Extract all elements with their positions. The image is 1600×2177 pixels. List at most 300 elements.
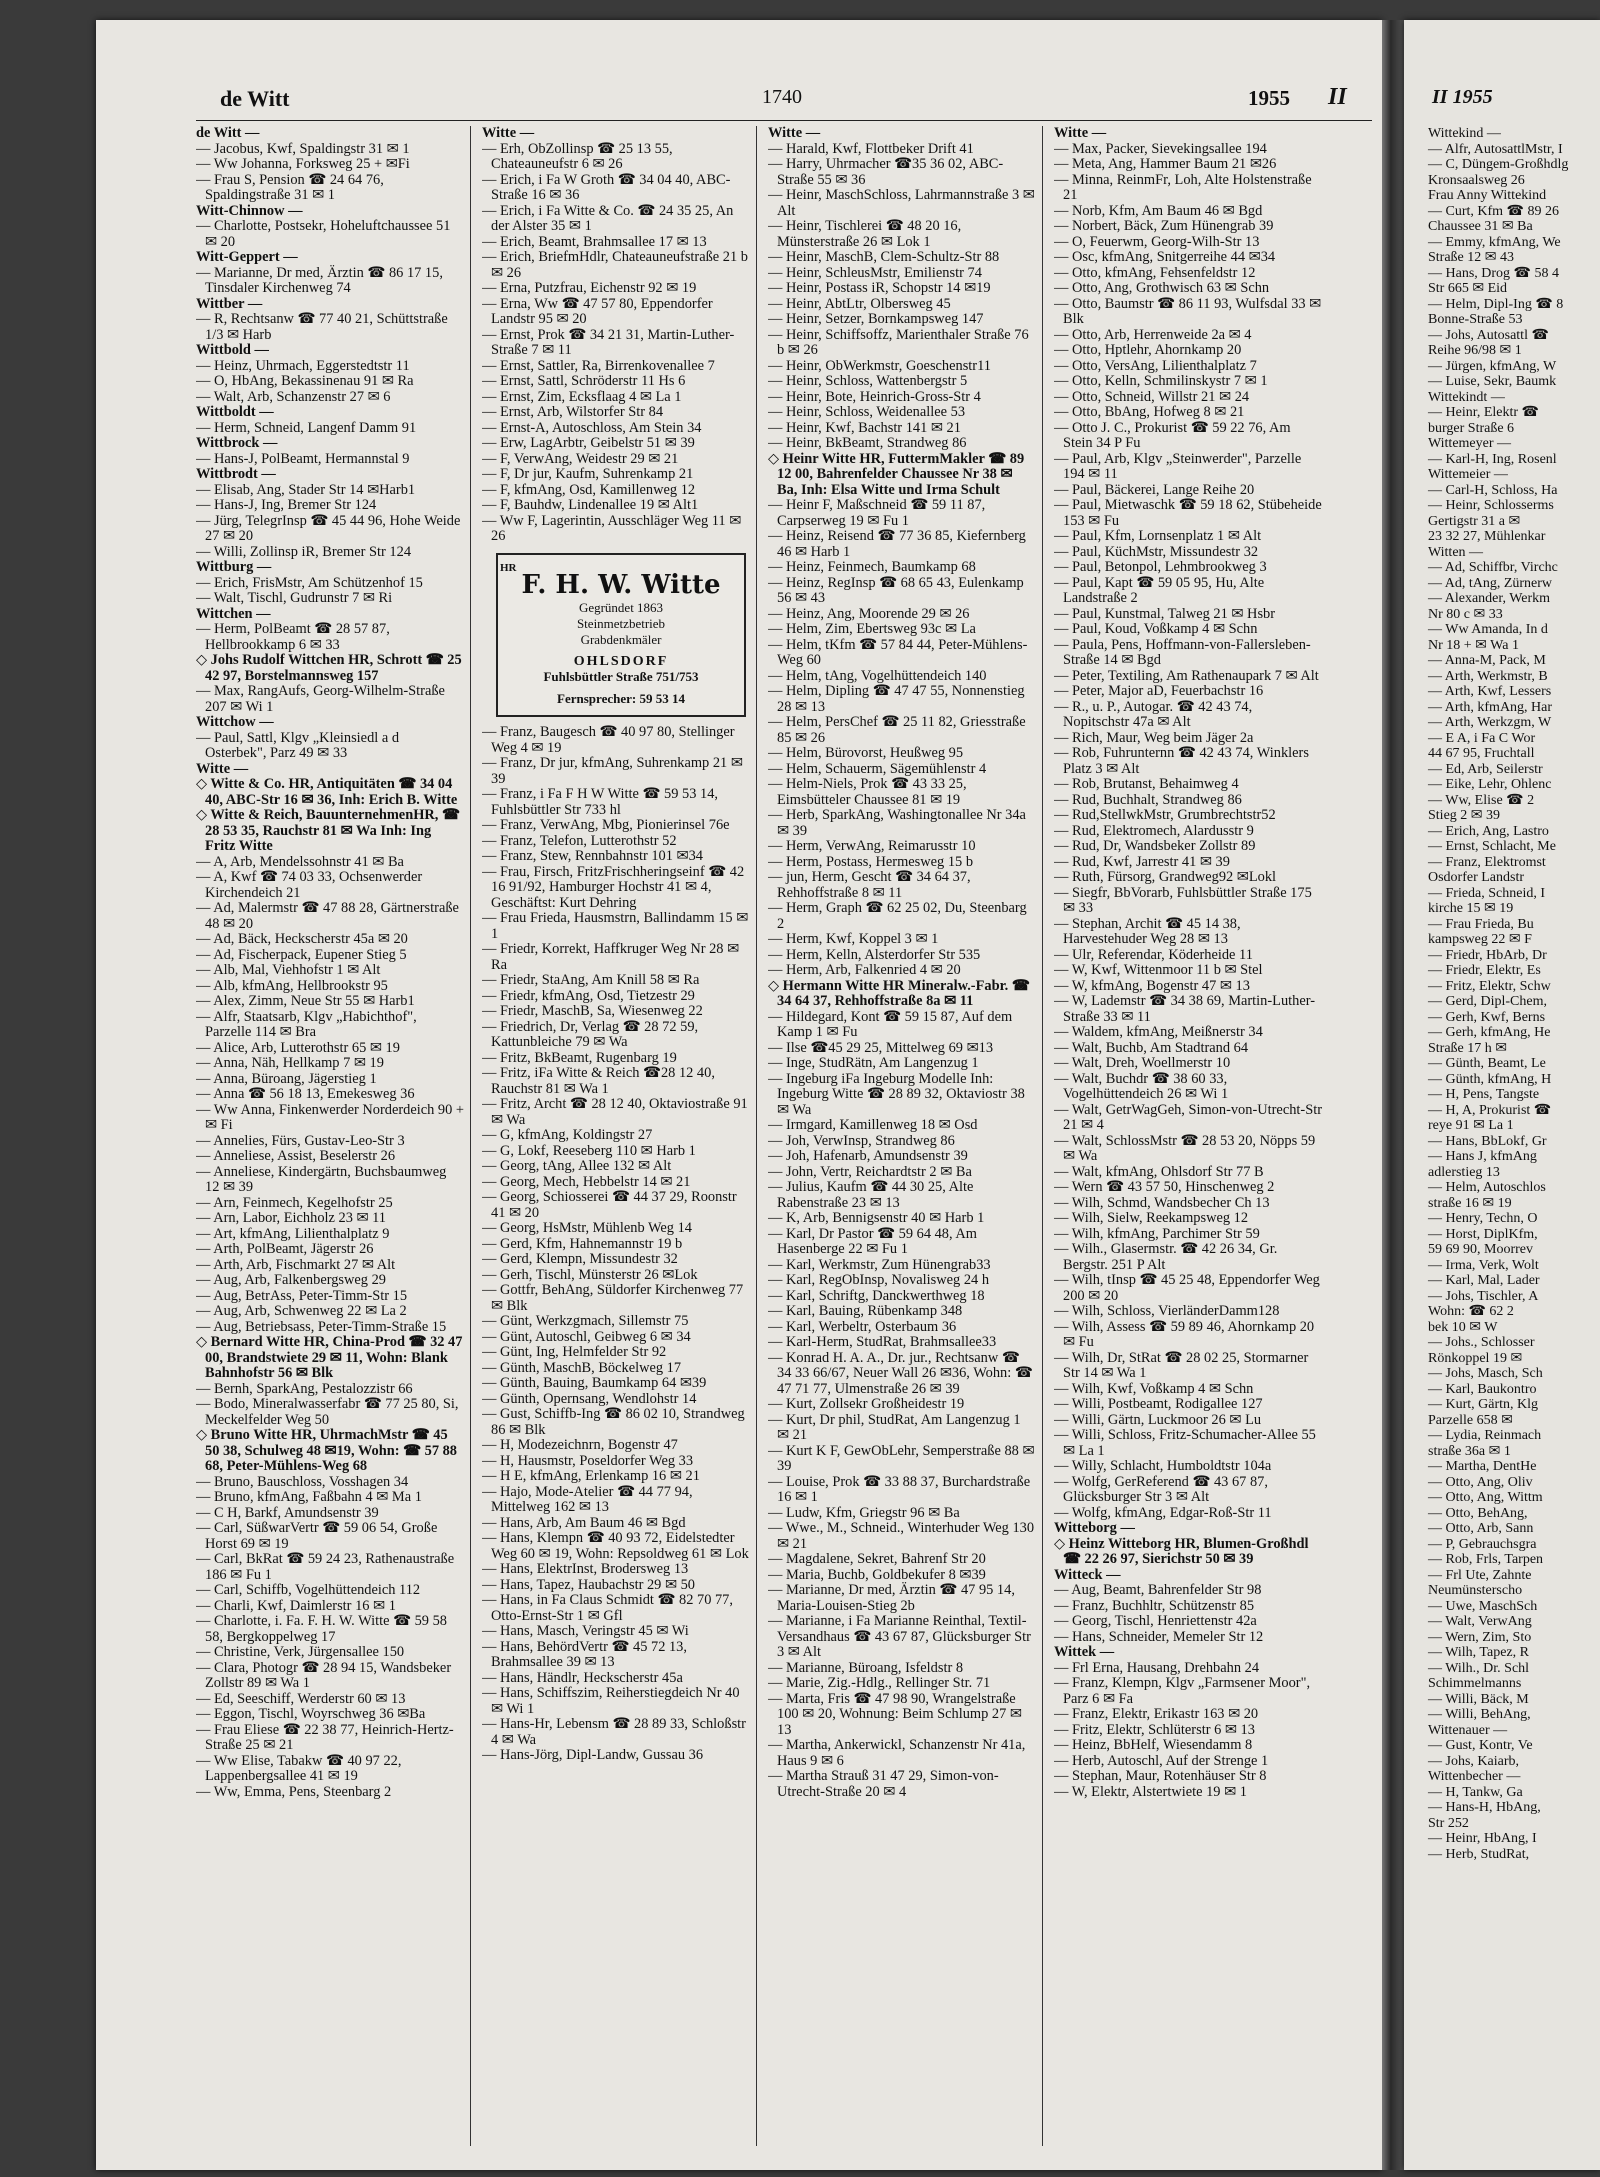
directory-entry: — Annelies, Fürs, Gustav-Leo-Str 3	[196, 1132, 405, 1149]
directory-entry: — W, Kwf, Wittenmoor 11 b ✉ Stel	[1054, 962, 1263, 978]
directory-entry: — Walt, Buchdr ☎ 38 60 33, Vogelhüttendeich 26 ✉ Wi 1	[1054, 1070, 1229, 1102]
next-page-entry: 59 69 90, Moorrev	[1428, 1242, 1533, 1257]
directory-entry: — Erich, FrisMstr, Am Schützenhof 15	[196, 574, 423, 591]
directory-entry: — Heinr, Kwf, Bachstr 141 ✉ 21	[768, 419, 961, 436]
directory-entry: — Norbert, Bäck, Zum Hünengrab 39	[1054, 218, 1274, 234]
directory-entry: — Karl, Werkmstr, Zum Hünengrab33	[768, 1256, 991, 1273]
directory-entry: — Ingeburg iFa Ingeburg Modelle Inh: Ingeburg Witte ☎ 28 89 32, Oktaviostr 38 ✉ Wa	[768, 1070, 1025, 1118]
directory-entry: — Frau Eliese ☎ 22 38 77, Heinrich-Hertz-Straße 25 ✉ 21	[196, 1721, 454, 1753]
directory-entry: — Irmgard, Kamillenweg 18 ✉ Osd	[768, 1117, 978, 1133]
directory-entry: — Alex, Zimm, Neue Str 55 ✉ Harb1	[196, 993, 415, 1009]
directory-entry: — Hildegard, Kont ☎ 59 15 87, Auf dem Kamp 1 ✉ Fu	[768, 1008, 1013, 1040]
next-page-entry: — Horst, DiplKfm,	[1428, 1226, 1538, 1242]
directory-entry: — Ad, Fischerpack, Eupener Stieg 5	[196, 946, 407, 963]
next-page-entry: — Gerh, Kwf, Berns	[1428, 1009, 1546, 1025]
directory-entry: ◇ Heinr Witte HR, FuttermMakler ☎ 89 12 00, Bahrenfelder Chaussee Nr 38 ✉ Ba, Inh: Elsa Witte und Irma Schult	[768, 450, 1025, 498]
book-spine	[1382, 20, 1404, 2170]
directory-entry: — C H, Barkf, Amundsenstr 39	[196, 1504, 379, 1521]
next-page-entry: — Helm, Autoschlos	[1428, 1180, 1546, 1195]
directory-entry: — Marianne, Dr med, Ärztin ☎ 86 17 15, Tinsdaler Kirchenweg 74	[196, 264, 443, 296]
directory-entry: — K, Arb, Bennigsenstr 40 ✉ Harb 1	[768, 1210, 985, 1226]
directory-entry: Witteborg —	[1054, 1520, 1135, 1536]
directory-entry: — Karl-Herm, StudRat, Brahmsallee33	[768, 1334, 997, 1350]
directory-entry: — Heinr, Setzer, Bornkampsweg 147	[768, 311, 984, 327]
directory-entry: — Gust, Schiffb-Ing ☎ 86 02 10, Strandweg 86 ✉ Blk	[482, 1406, 745, 1438]
directory-entry: — Rud, Elektromech, Alardusstr 9	[1054, 822, 1254, 839]
directory-entry: — F, Dr jur, Kaufm, Suhrenkamp 21	[482, 466, 694, 482]
next-page-header	[1432, 86, 1493, 109]
directory-entry: — R, Rechtsanw ☎ 77 40 21, Schüttstraße 1/3 ✉ Harb	[196, 311, 448, 343]
directory-entry: — F, Bauhdw, Lindenallee 19 ✉ Alt1	[482, 497, 699, 513]
directory-entry: — Ilse ☎45 29 25, Mittelweg 69 ✉13	[768, 1039, 994, 1056]
next-page-entry: — Heinr, Elektr ☎	[1428, 405, 1539, 420]
directory-entry: — Erna, Ww ☎ 47 57 80, Eppendorfer Landstr 95 ✉ 20	[482, 295, 713, 327]
next-page-entry: — E A, i Fa C Wor	[1428, 730, 1536, 746]
directory-entry: — W, Elektr, Alstertwiete 19 ✉ 1	[1054, 1783, 1247, 1800]
next-page-entry: Schimmelmanns	[1428, 1676, 1522, 1691]
next-page-entry: — Arth, Werkzgm, W	[1428, 715, 1552, 730]
next-page-entry: Str 252	[1428, 1815, 1469, 1831]
directory-entry: Wittek —	[1054, 1644, 1115, 1660]
directory-entry: — Paul, Kfm, Lornsenplatz 1 ✉ Alt	[1054, 528, 1262, 544]
directory-entry: — Herb, SparkAng, Washingtonallee Nr 34a ✉ 39	[768, 807, 1026, 839]
directory-entry: ◇ Witte & Co. HR, Antiquitäten ☎ 34 04 40, ABC-Str 16 ✉ 36, Inh: Erich B. Witte	[196, 776, 458, 808]
directory-entry: — Friedr, MaschB, Sa, Wiesenweg 22	[482, 1003, 703, 1019]
next-page-entry: — Arth, kfmAng, Har	[1428, 699, 1553, 715]
directory-entry: — Walt, GetrWagGeh, Simon-von-Utrecht-Str 21 ✉ 4	[1054, 1101, 1322, 1133]
directory-entry: — Karl, RegObInsp, Novalisweg 24 h	[768, 1272, 990, 1288]
directory-entry: — Anneliese, Kindergärtn, Buchsbaumweg 12 ✉ 39	[196, 1163, 447, 1195]
directory-entry: — Erich, i Fa W Groth ☎ 34 04 40, ABC-Straße 16 ✉ 36	[482, 171, 731, 203]
directory-entry: — Heinr, Bote, Heinrich-Gross-Str 4	[768, 388, 981, 405]
ad-line-1: Steinmetzbetrieb	[576, 615, 666, 631]
next-page-entry: — Gerd, Dipl-Chem,	[1428, 994, 1547, 1009]
directory-entry: — Erw, LagArbtr, Geibelstr 51 ✉ 39	[482, 435, 695, 451]
directory-entry: — Heinz, RegInsp ☎ 68 65 43, Eulenkamp 56 ✉ 43	[768, 574, 1024, 606]
directory-entry: — Otto, VersAng, Lilienthalplatz 7	[1054, 357, 1257, 374]
directory-entry: — Walt, Buchb, Am Stadtrand 64	[1054, 1039, 1249, 1056]
directory-entry: — Stephan, Maur, Rotenhäuser Str 8	[1054, 1768, 1267, 1784]
next-page-entry: kampsweg 22 ✉ F	[1428, 932, 1532, 947]
directory-entry: — Heinz, BbHelf, Wiesendamm 8	[1054, 1737, 1253, 1753]
directory-entry: — Charlotte, i. Fa. F. H. W. Witte ☎ 59 58 58, Bergkoppelweg 17	[196, 1613, 447, 1645]
directory-entry: — Arn, Labor, Eichholz 23 ✉ 11	[196, 1210, 386, 1226]
directory-entry: Witte —	[196, 760, 249, 777]
ad-phone: Fernsprecher: 59 53 14	[557, 691, 685, 706]
directory-entry: — Fritz, BkBeamt, Rugenbarg 19	[482, 1049, 677, 1066]
directory-entry: — Elisab, Ang, Stader Str 14 ✉Harb1	[196, 481, 416, 498]
directory-entry: — Art, kfmAng, Lilienthalplatz 9	[196, 1225, 390, 1242]
next-page-entry: Frau Anny Wittekind	[1428, 188, 1547, 203]
next-page-entry: — Anna-M, Pack, M	[1428, 653, 1546, 668]
directory-entry: — F, VerwAng, Weidestr 29 ✉ 21	[482, 450, 679, 467]
directory-entry: — Franz, Stew, Rennbahnstr 101 ✉34	[482, 848, 703, 864]
directory-entry: — O, HbAng, Bekassinenau 91 ✉ Ra	[196, 373, 414, 389]
directory-entry: — Magdalene, Sekret, Bahrenf Str 20	[768, 1551, 986, 1567]
directory-entry: — Otto, Baumstr ☎ 86 11 93, Wulfsdal 33 ✉ Blk	[1054, 295, 1322, 327]
next-page-entry: — Otto, BehAng,	[1428, 1505, 1528, 1521]
next-page-entry: — Fritz, Elektr, Schw	[1428, 978, 1551, 994]
directory-entry: — Heinz, Ang, Moorende 29 ✉ 26	[768, 605, 970, 622]
directory-entry: — Ww, Emma, Pens, Steenbarg 2	[196, 1783, 392, 1800]
directory-entry: — Marianne, Dr med, Ärztin ☎ 47 95 14, Maria-Louisen-Stieg 2b	[768, 1582, 1015, 1614]
next-page-entry: — Carl-H, Schloss, Ha	[1428, 482, 1558, 498]
directory-entry: — Rich, Maur, Weg beim Jäger 2a	[1054, 729, 1254, 746]
next-page-entry: — Gust, Kontr, Ve	[1428, 1738, 1533, 1753]
directory-entry: — Hans, in Fa Claus Schmidt ☎ 82 70 77, Otto-Ernst-Str 1 ✉ Gfl	[482, 1592, 733, 1624]
next-page-entry: Nr 80 c ✉ 33	[1428, 606, 1503, 622]
directory-entry: — Georg, Schiosserei ☎ 44 37 29, Roonstr 41 ✉ 20	[482, 1189, 737, 1221]
directory-entry: ◇ Witte & Reich, BauunternehmenHR, ☎ 28 53 35, Rauchstr 81 ✉ Wa Inh: Ing Fritz Witte	[196, 807, 460, 854]
directory-entry: — Georg, tAng, Allee 132 ✉ Alt	[482, 1158, 672, 1174]
directory-entry: — Günth, MaschB, Böckelweg 17	[482, 1359, 682, 1376]
directory-entry: Wittboldt —	[196, 404, 274, 420]
next-page-entry: Straße 17 h ✉	[1428, 1040, 1507, 1056]
next-page-entry: — Wilh., Dr. Schl	[1428, 1660, 1530, 1676]
directory-entry: ◇ Johs Rudolf Wittchen HR, Schrott ☎ 25 42 97, Borstelmannsweg 157	[196, 652, 462, 684]
directory-entry: — Alb, kfmAng, Hellbrookstr 95	[196, 977, 388, 994]
directory-entry: — Otto, Arb, Herrenweide 2a ✉ 4	[1054, 326, 1252, 343]
header-rule	[196, 120, 1372, 121]
directory-entry: — Anna, Büroang, Jägerstieg 1	[196, 1070, 377, 1087]
next-page-entry: — Luise, Sekr, Baumk	[1428, 374, 1557, 389]
directory-entry: Wittchow —	[196, 714, 274, 730]
next-page-column	[1428, 126, 1600, 1862]
directory-entry: — Paul, Mietwaschk ☎ 59 18 62, Stübeheide 153 ✉ Fu	[1054, 497, 1322, 529]
directory-entry: — Herm, Kwf, Koppel 3 ✉ 1	[768, 931, 939, 947]
directory-entry: — Heinr, MaschB, Clem-Schultz-Str 88	[768, 249, 1000, 265]
directory-entry: — Heinr, ObWerkmstr, Goeschenstr11	[768, 357, 991, 374]
directory-entry: — A, Kwf ☎ 74 03 33, Ochsenwerder Kirchendeich 21	[196, 869, 423, 901]
next-page-entry: — Helm, Dipl-Ing ☎ 8	[1428, 296, 1564, 312]
directory-entry: — Louise, Prok ☎ 33 88 37, Burchardstraße 16 ✉ 1	[768, 1473, 1031, 1505]
directory-entry: — Paul, Kapt ☎ 59 05 95, Hu, Alte Landstraße 2	[1054, 574, 1265, 606]
directory-entry: — Heinr, BkBeamt, Strandweg 86	[768, 435, 967, 451]
directory-entry: — Rud, Kwf, Jarrestr 41 ✉ 39	[1054, 853, 1230, 870]
next-page-entry: Neumünsterscho	[1428, 1583, 1523, 1598]
next-page-entry: — Herb, StudRat,	[1428, 1846, 1530, 1862]
directory-column-4	[1054, 126, 1322, 2146]
directory-entry: — W, kfmAng, Bogenstr 47 ✉ 13	[1054, 977, 1250, 994]
directory-entry: — Franz, Buchhltr, Schützenstr 85	[1054, 1597, 1255, 1614]
directory-entry: — Rud, Buchhalt, Strandweg 86	[1054, 791, 1242, 808]
directory-entry: — Helm, Schauerm, Sägemühlenstr 4	[768, 760, 987, 777]
page-header	[96, 72, 1382, 112]
directory-entry: — Georg, Tischl, Henriettenstr 42a	[1054, 1613, 1257, 1629]
directory-entry: — Heinz, Uhrmach, Eggerstedtstr 11	[196, 357, 410, 374]
next-page-entry: Kronsaalsweg 26	[1428, 172, 1525, 188]
directory-entry: — Fritz, iFa Witte & Reich ☎28 12 40, Rauchstr 81 ✉ Wa 1	[482, 1065, 715, 1097]
directory-entry: Wittbrodt —	[196, 466, 276, 482]
next-page-entry: 44 67 95, Fruchtall	[1428, 746, 1535, 761]
directory-entry: — Paula, Pens, Hoffmann-von-Fallersleben-Straße 14 ✉ Bgd	[1054, 636, 1311, 668]
directory-entry: — Konrad H. A. A., Dr. jur., Rechtsanw ☎ 34 33 66/67, Neuer Wall 26 ✉36, Wohn: ☎ 47 71 77, Ulmenstraße 26 ✉ 39	[768, 1349, 1033, 1397]
directory-entry: — H E, kfmAng, Erlenkamp 16 ✉ 21	[482, 1468, 700, 1484]
next-page-entry: — Henry, Techn, O	[1428, 1211, 1538, 1226]
directory-entry: de Witt —	[196, 126, 260, 141]
directory-entry: — Ww Anna, Finkenwerder Norderdeich 90 + ✉ Fi	[196, 1101, 464, 1133]
directory-entry: — Rob, Brutanst, Behaimweg 4	[1054, 776, 1239, 792]
directory-entry: — Karl, Bauing, Rübenkamp 348	[768, 1303, 963, 1319]
directory-entry: ◇ Heinz Witteborg HR, Blumen-Großhdl ☎ 22 26 97, Sierichstr 50 ✉ 39	[1054, 1535, 1309, 1567]
next-page-entry: — Franz, Elektromst	[1428, 854, 1546, 870]
directory-entry: — Heinr F, Maßschneid ☎ 59 11 87, Carpserweg 19 ✉ Fu 1	[768, 497, 986, 529]
directory-entry: — Arth, Arb, Fischmarkt 27 ✉ Alt	[196, 1256, 396, 1273]
next-page-entry: — Frl Ute, Zahnte	[1428, 1567, 1532, 1583]
directory-entry: — Frau, Firsch, FritzFrischheringseinf ☎ 42 16 91/92, Hamburger Hochstr 41 ✉ 4, Geschäftst: Kurt Dehring	[482, 863, 745, 911]
next-page-entry: — Uwe, MaschSch	[1428, 1598, 1538, 1614]
directory-entry: — Wilh, Kwf, Voßkamp 4 ✉ Schn	[1054, 1380, 1254, 1397]
directory-entry: — Ludw, Kfm, Griegstr 96 ✉ Ba	[768, 1504, 960, 1521]
directory-entry: — Ernst-A, Autoschloss, Am Stein 34	[482, 419, 702, 436]
directory-entry: — Ad, Bäck, Heckscherstr 45a ✉ 20	[196, 931, 408, 947]
next-page-entry: kirche 15 ✉ 19	[1428, 901, 1514, 916]
directory-entry: — Aug, Betriebsass, Peter-Timm-Straße 15	[196, 1318, 447, 1335]
directory-entry: Wittbold —	[196, 342, 269, 358]
directory-entry: — Karl, Schriftg, Danckwerthweg 18	[768, 1287, 985, 1304]
directory-entry: — Franz, i Fa F H W Witte ☎ 59 53 14, Fuhlsbüttler Str 733 hl	[482, 786, 718, 818]
directory-entry: — Charli, Kwf, Daimlerstr 16 ✉ 1	[196, 1597, 396, 1614]
directory-entry: — Walt, kfmAng, Ohlsdorf Str 77 B	[1054, 1163, 1264, 1180]
next-page-entry: — Hans, BbLokf, Gr	[1428, 1133, 1547, 1149]
column-divider	[470, 126, 471, 2146]
next-page-entry: Wittenauer —	[1428, 1722, 1508, 1738]
directory-entry: — Helm, tKfm ☎ 57 84 44, Peter-Mühlens-Weg 60	[768, 636, 1028, 668]
directory-entry: — Otto, BbAng, Hofweg 8 ✉ 21	[1054, 404, 1245, 420]
next-page-entry: — Ww, Elise ☎ 2	[1428, 792, 1535, 808]
directory-entry: — Gerd, Kfm, Hahnemannstr 19 b	[482, 1235, 683, 1252]
directory-entry: — Alb, Mal, Viehhofstr 1 ✉ Alt	[196, 962, 381, 978]
directory-entry: — Karl, Dr Pastor ☎ 59 64 48, Am Hasenberge 22 ✉ Fu 1	[768, 1225, 977, 1257]
next-page-entry: — Friedr, HbArb, Dr	[1428, 947, 1547, 963]
next-page-entry: — C, Düngem-Großhdlg	[1428, 157, 1569, 172]
next-page-entry: — Rob, Frls, Tarpen	[1428, 1552, 1544, 1567]
next-page-entry: — Emmy, kfmAng, We	[1428, 234, 1561, 250]
directory-entry: — Herm, Kelln, Alsterdorfer Str 535	[768, 946, 981, 963]
directory-entry: — Wwe., M., Schneid., Winterhuder Weg 130 ✉ 21	[768, 1520, 1035, 1552]
ad-founded: Gegründet 1863	[578, 599, 664, 615]
next-page-entry: Wittemeier —	[1428, 467, 1508, 482]
directory-entry: — Günt, Werkzgmach, Sillemstr 75	[482, 1313, 689, 1329]
next-page-entry: Rönkoppel 19 ✉	[1428, 1350, 1523, 1366]
next-page-entry: — Hans J, kfmAng	[1428, 1149, 1537, 1164]
directory-entry: — Marie, Zig.-Hdlg., Rellinger Str. 71	[768, 1675, 991, 1691]
directory-entry: — Julius, Kaufm ☎ 44 30 25, Alte Rabenstraße 23 ✉ 13	[768, 1179, 974, 1211]
directory-entry: — Heinr, Schiffsoffz, Marienthaler Straße 76 b ✉ 26	[768, 326, 1029, 358]
directory-entry: — Heinr, Schloss, Wattenbergstr 5	[768, 373, 968, 389]
directory-entry: — Marianne, i Fa Marianne Reinthal, Textil-Versandhaus ☎ 43 67 87, Glücksburger Str 3 ✉ Alt	[768, 1613, 1031, 1660]
next-page-entry: Str 665 ✉ Eid	[1428, 281, 1508, 296]
next-page-sheet: II	[1432, 86, 1448, 108]
directory-entry: — Heinr, Tischlerei ☎ 48 20 16, Münsterstraße 26 ✉ Lok 1	[768, 218, 962, 250]
directory-entry: — Stephan, Archit ☎ 45 14 38, Harvestehuder Weg 28 ✉ 13	[1054, 915, 1241, 947]
next-page-entry: Wittenbecher —	[1428, 1769, 1521, 1784]
directory-entry: — Günth, Bauing, Baumkamp 64 ✉39	[482, 1375, 707, 1391]
next-page-entry: — Eike, Lehr, Ohlenc	[1428, 777, 1552, 792]
directory-entry: — Alfr, Staatsarb, Klgv „Habichthof", Parzelle 114 ✉ Bra	[196, 1008, 417, 1040]
directory-entry: — Walt, Dreh, Woellmerstr 10	[1054, 1055, 1231, 1071]
next-page-entry: Reihe 96/98 ✉ 1	[1428, 343, 1522, 358]
directory-entry: — Hans, Schneider, Memeler Str 12	[1054, 1628, 1264, 1645]
ad-company-name: F. H. W. Witte	[521, 570, 721, 600]
next-page-entry: — Otto, Ang, Oliv	[1428, 1474, 1533, 1490]
directory-entry: — Herm, VerwAng, Reimarusstr 10	[768, 838, 976, 854]
next-page-entry: — Arth, Kwf, Lessers	[1428, 684, 1552, 699]
ad-line-2: Grabdenkmäler	[580, 631, 662, 647]
directory-entry: — Franz, VerwAng, Mbg, Pionierinsel 76e	[482, 817, 730, 833]
next-page-entry: Straße 12 ✉ 43	[1428, 250, 1514, 265]
directory-entry: — Rud,StellwkMstr, Grumbrechtstr52	[1054, 807, 1276, 823]
directory-entry: — Kurt, Dr phil, StudRat, Am Langenzug 1 ✉ 21	[768, 1411, 1021, 1443]
directory-entry: — Heinz, Feinmech, Baumkamp 68	[768, 559, 976, 575]
directory-entry: — Heinr, AbtLtr, Olbersweg 45	[768, 295, 951, 312]
next-page-entry: — Willi, BehAng,	[1428, 1707, 1531, 1722]
next-page-entry: — Frau Frieda, Bu	[1428, 916, 1534, 932]
directory-entry: — Marianne, Büroang, Isfeldstr 8	[768, 1659, 964, 1676]
directory-entry: — Bruno, Bauschloss, Vosshagen 34	[196, 1473, 409, 1490]
directory-entry: — Carl, SüßwarVertr ☎ 59 06 54, Große Horst 69 ✉ 19	[196, 1520, 438, 1552]
directory-entry: — H, Modezeichnrn, Bogenstr 47	[482, 1437, 678, 1453]
directory-entry: Wittbrock —	[196, 435, 278, 451]
next-page-entry: Witten —	[1428, 544, 1484, 560]
directory-entry: — Fritz, Elektr, Schlüterstr 6 ✉ 13	[1054, 1721, 1255, 1738]
directory-entry: — Helm, Bürovorst, Heußweg 95	[768, 745, 964, 761]
directory-entry: — jun, Herm, Gescht ☎ 34 64 37, Rehhoffstraße 8 ✉ 11	[768, 869, 971, 901]
next-page-entry: bek 10 ✉ W	[1428, 1319, 1498, 1335]
directory-entry: — Ruth, Fürsorg, Grandweg92 ✉Lokl	[1054, 869, 1277, 885]
next-page-entry: Stieg 2 ✉ 39	[1428, 808, 1501, 823]
directory-entry: — Anna ☎ 56 18 13, Emekesweg 36	[196, 1086, 415, 1102]
directory-entry: — Helm-Niels, Prok ☎ 43 33 25, Eimsbütteler Chaussee 81 ✉ 19	[768, 776, 967, 808]
directory-entry: — Herm, Schneid, Langenf Damm 91	[196, 419, 417, 436]
next-page-entry: — Erich, Ang, Lastro	[1428, 823, 1549, 839]
next-page-entry: — Ad, tAng, Zürnerw	[1428, 575, 1553, 591]
directory-entry: — Franz, Elektr, Erikastr 163 ✉ 20	[1054, 1706, 1259, 1722]
next-page-entry: — Ad, Schiffbr, Virchc	[1428, 560, 1558, 575]
directory-entry: — Georg, HsMstr, Mühlenb Weg 14	[482, 1220, 692, 1236]
next-page-entry: — Ed, Arb, Seilerstr	[1428, 761, 1543, 777]
directory-entry: — Willi, Gärtn, Luckmoor 26 ✉ Lu	[1054, 1411, 1262, 1428]
next-page-entry: Nr 18 + ✉ Wa 1	[1428, 637, 1519, 653]
directory-entry: — Bernh, SparkAng, Pestalozzistr 66	[196, 1380, 413, 1397]
directory-entry: — Günth, Opernsang, Wendlohstr 14	[482, 1390, 697, 1407]
directory-entry: — Walt, Arb, Schanzenstr 27 ✉ 6	[196, 388, 391, 405]
directory-entry: — Wilh, tInsp ☎ 45 25 48, Eppendorfer Weg 200 ✉ 20	[1054, 1272, 1320, 1304]
year-label: 1955	[1248, 86, 1290, 110]
directory-entry: — R., u. P., Autogar. ☎ 42 43 74, Nopitschstr 47a ✉ Alt	[1054, 698, 1253, 730]
directory-entry: — Minna, ReinmFr, Loh, Alte Holstenstraße 21	[1054, 171, 1312, 203]
directory-entry: ◇ Bernard Witte HR, China-Prod ☎ 32 47 00, Brandstwiete 29 ✉ 11, Wohn: Blank Bahnhofstr 56 ✉ Blk	[196, 1334, 463, 1381]
directory-entry: — Heinr, SchleusMstr, Emilienstr 74	[768, 264, 982, 281]
directory-entry: — Hans, Arb, Am Baum 46 ✉ Bgd	[482, 1514, 686, 1531]
directory-column-2	[482, 126, 750, 2146]
next-page-entry: — Günth, Beamt, Le	[1428, 1056, 1546, 1071]
directory-entry: — Hans, Masch, Veringstr 45 ✉ Wi	[482, 1623, 689, 1639]
directory-entry: — Ww F, Lagerintin, Ausschläger Weg 11 ✉ 26	[482, 512, 742, 544]
directory-entry: — Erich, i Fa Witte & Co. ☎ 24 35 25, An der Alster 35 ✉ 1	[482, 202, 734, 234]
directory-entry: — Max, Packer, Sievekingsallee 194	[1054, 140, 1267, 157]
next-page-entry: — Heinr, HbAng, I	[1428, 1831, 1537, 1846]
directory-entry: Witt-Geppert —	[196, 249, 298, 265]
directory-entry: — Rud, Dr, Wandsbeker Zollstr 89	[1054, 838, 1256, 854]
directory-entry: — Wern ☎ 43 57 50, Hinschenweg 2	[1054, 1179, 1275, 1195]
next-page-entry: — H, A, Prokurist ☎	[1428, 1102, 1552, 1118]
directory-entry: — Aug, BetrAss, Peter-Timm-Str 15	[196, 1287, 408, 1304]
directory-entry: — Peter, Textiling, Am Rathenaupark 7 ✉ Alt	[1054, 667, 1319, 684]
directory-entry: — Rob, Fuhrunternn ☎ 42 43 74, Winklers Platz 3 ✉ Alt	[1054, 745, 1309, 777]
next-page-entry: Wohn: ☎ 62 2	[1428, 1304, 1514, 1319]
directory-entry: — F, kfmAng, Osd, Kamillenweg 12	[482, 481, 696, 498]
directory-entry: — Alice, Arb, Lutterothstr 65 ✉ 19	[196, 1039, 400, 1056]
directory-entry: — Kurt, Zollsekr Großheidestr 19	[768, 1396, 965, 1412]
directory-entry: — Paul, Sattl, Klgv „Kleinsiedl a d Osterbek", Parz 49 ✉ 33	[196, 729, 400, 761]
directory-entry: — Ernst, Zim, Ecksflaag 4 ✉ La 1	[482, 388, 682, 405]
directory-entry: — Arth, PolBeamt, Jägerstr 26	[196, 1241, 374, 1257]
directory-entry: — Erich, BriefmHdlr, Chateauneufstraße 21 b ✉ 26	[482, 249, 748, 281]
directory-entry: — Heinr, Postass iR, Schopstr 14 ✉19	[768, 280, 991, 296]
directory-entry: — Siegfr, BbVorarb, Fuhlsbüttler Straße 175 ✉ 33	[1054, 884, 1312, 916]
directory-entry: — Günt, Ing, Helmfelder Str 92	[482, 1344, 667, 1360]
directory-entry: — Franz, Klempn, Klgv „Farmsener Moor", Parz 6 ✉ Fa	[1054, 1675, 1311, 1707]
next-page-entry: — Arth, Werkmstr, B	[1428, 668, 1548, 684]
directory-entry: ◇ Hermann Witte HR Mineralw.-Fabr. ☎ 34 64 37, Rehhoffstraße 8a ✉ 11	[768, 977, 1030, 1009]
directory-entry: — Willi, Schloss, Fritz-Schumacher-Allee 55 ✉ La 1	[1054, 1427, 1316, 1459]
next-page-entry: — Alfr, AutosattlMstr, I	[1428, 141, 1563, 157]
directory-entry: — Willi, Zollinsp iR, Bremer Str 124	[196, 543, 412, 560]
directory-entry: Witt-Chinnow —	[196, 202, 303, 219]
directory-entry: — Maria, Buchb, Goldbekufer 8 ✉39	[768, 1566, 986, 1583]
next-page-entry: — Jürgen, kfmAng, W	[1428, 358, 1557, 374]
directory-entry: — Helm, PersChef ☎ 25 11 82, Griesstraße 85 ✉ 26	[768, 714, 1026, 746]
next-page-entry: — H, Tankw, Ga	[1428, 1784, 1523, 1800]
next-page-entry: — Johs., Schlosser	[1428, 1335, 1535, 1350]
directory-entry: — Harald, Kwf, Flottbeker Drift 41	[768, 140, 974, 157]
next-page-entry: Wittemeyer —	[1428, 436, 1512, 451]
directory-entry: Wittchen —	[196, 605, 271, 622]
directory-entry: — Gerh, Tischl, Münsterstr 26 ✉Lok	[482, 1266, 698, 1283]
next-page-entry: reye 91 ✉ La 1	[1428, 1118, 1514, 1133]
ad-place: OHLSDORF	[573, 653, 669, 669]
directory-entry: — Franz, Dr jur, kfmAng, Suhrenkamp 21 ✉ 39	[482, 755, 743, 787]
directory-entry: — Waldem, kfmAng, Meißnerstr 34	[1054, 1024, 1263, 1040]
next-page-entry: straße 36a ✉ 1	[1428, 1443, 1511, 1459]
directory-entry: — Karl, Werbeltr, Osterbaum 36	[768, 1318, 957, 1335]
directory-entry: — Jacobus, Kwf, Spaldingstr 31 ✉ 1	[196, 140, 410, 157]
directory-entry: — G, kfmAng, Koldingstr 27	[482, 1127, 653, 1143]
directory-entry: — Hans-Hr, Lebensm ☎ 28 89 33, Schloßstr 4 ✉ Wa	[482, 1716, 746, 1748]
next-page-entry: — Johs, Tischler, A	[1428, 1288, 1539, 1304]
next-page-entry: — Johs, Autosattl ☎	[1428, 327, 1549, 343]
directory-entry: — Gottfr, BehAng, Süldorfer Kirchenweg 77 ✉ Blk	[482, 1282, 744, 1314]
next-page-entry: — Günth, kfmAng, H	[1428, 1071, 1552, 1087]
next-page-entry: — Wilh, Tapez, R	[1428, 1645, 1529, 1660]
directory-entry: — Norb, Kfm, Am Baum 46 ✉ Bgd	[1054, 202, 1263, 219]
directory-entry: — Harry, Uhrmacher ☎35 36 02, ABC-Straße 55 ✉ 36	[768, 156, 1004, 188]
directory-entry: — Wilh, Schloss, VierländerDamm128	[1054, 1303, 1280, 1319]
directory-entry: — Otto, Ang, Grothwisch 63 ✉ Schn	[1054, 280, 1270, 296]
directory-entry: — O, Feuerwm, Georg-Wilh-Str 13	[1054, 233, 1260, 250]
next-page-entry: — H, Pens, Tangste	[1428, 1087, 1540, 1102]
directory-entry: — Carl, BkRat ☎ 59 24 23, Rathenaustraße 186 ✉ Fu 1	[196, 1551, 455, 1583]
directory-entry: — Ernst, Arb, Wilstorfer Str 84	[482, 404, 664, 420]
directory-entry: — Anneliese, Assist, Beselerstr 26	[196, 1148, 396, 1164]
next-page-entry: Osdorfer Landstr	[1428, 870, 1525, 885]
next-page-entry: adlerstieg 13	[1428, 1164, 1500, 1180]
directory-entry: — Wilh., Glasermstr. ☎ 42 26 34, Gr. Bergstr. 251 P Alt	[1054, 1241, 1278, 1273]
directory-entry: — John, Vertr, Reichardtstr 2 ✉ Ba	[768, 1163, 972, 1180]
directory-entry: — Willi, Postbeamt, Rodigallee 127	[1054, 1396, 1263, 1412]
directory-entry: — W, Lademstr ☎ 34 38 69, Martin-Luther-Straße 33 ✉ 11	[1054, 993, 1316, 1025]
